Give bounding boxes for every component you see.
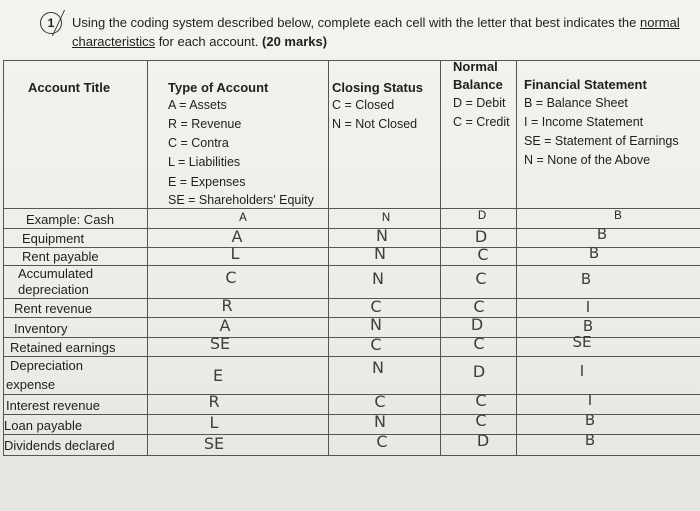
answer-type: R <box>221 296 233 315</box>
legend-balance: D = Debit <box>453 96 506 110</box>
answer-statement: B <box>596 225 608 243</box>
answer-balance: C <box>475 411 487 430</box>
answer-type: R <box>208 392 220 411</box>
answer-statement: B <box>584 411 596 429</box>
answer-balance: C <box>475 391 487 410</box>
answer-closing: N <box>376 226 388 245</box>
legend-statement: I = Income Statement <box>524 115 644 129</box>
table-row-divider <box>3 208 700 209</box>
account-label: Interest revenue <box>6 398 100 413</box>
example-closing: N <box>381 212 391 224</box>
answer-closing: C <box>370 335 382 354</box>
answer-balance: D <box>474 227 488 246</box>
legend-type: A = Assets <box>168 98 227 112</box>
header-financial-statement: Financial Statement <box>524 77 647 92</box>
account-label: depreciation <box>18 282 89 297</box>
answer-closing: N <box>372 358 384 377</box>
answer-closing: N <box>374 244 386 263</box>
table-row-divider <box>3 455 700 456</box>
legend-closing: C = Closed <box>332 98 395 112</box>
answer-statement: I <box>579 362 585 380</box>
header-closing-status: Closing Status <box>332 80 424 95</box>
example-statement: B <box>614 210 622 222</box>
legend-balance: C = Credit <box>453 115 510 129</box>
answer-type: SE <box>203 434 225 453</box>
answer-statement: B <box>584 431 596 449</box>
account-label: Rent revenue <box>14 301 93 316</box>
answer-closing: C <box>374 392 386 411</box>
answer-statement: B <box>588 244 600 262</box>
example-balance: D <box>477 210 487 222</box>
legend-type: L = Liabilities <box>168 155 241 169</box>
account-label: Loan payable <box>4 418 83 433</box>
answer-closing: N <box>374 412 386 431</box>
legend-statement: N = None of the Above <box>524 153 651 167</box>
question-number: 1 <box>40 12 62 34</box>
example-label: Example: Cash <box>26 212 115 227</box>
answer-statement: I <box>587 391 593 409</box>
answer-type: L <box>209 413 219 432</box>
legend-statement: SE = Statement of Earnings <box>524 134 679 148</box>
account-label: expense <box>6 377 56 392</box>
answer-balance: C <box>475 269 487 288</box>
table-row-divider <box>3 265 700 266</box>
answer-statement: B <box>580 270 592 288</box>
account-label: Inventory <box>14 321 68 336</box>
answer-type: A <box>231 227 243 246</box>
legend-statement: B = Balance Sheet <box>524 96 628 110</box>
legend-type: R = Revenue <box>168 117 242 131</box>
answer-type: C <box>225 268 237 287</box>
answer-statement: SE <box>572 333 592 351</box>
table-row-divider <box>3 356 700 357</box>
answer-type: E <box>212 366 224 385</box>
answer-balance: D <box>472 362 486 381</box>
answer-type: L <box>230 244 240 263</box>
table-col-divider <box>516 60 517 455</box>
account-label: Rent payable <box>22 249 99 264</box>
account-label: Accumulated <box>18 266 94 281</box>
header-normal: Normal <box>453 59 498 74</box>
header-account-title: Account Title <box>28 80 111 95</box>
account-label: Retained earnings <box>10 340 116 355</box>
table-col-divider <box>328 60 329 455</box>
table-col-divider <box>440 60 441 455</box>
answer-balance: D <box>470 315 484 334</box>
answer-type: SE <box>209 334 231 353</box>
legend-type: SE = Shareholders' Equity <box>168 193 314 207</box>
answer-closing: C <box>376 432 388 451</box>
account-label: Depreciation <box>10 358 83 373</box>
answer-statement: B <box>582 317 594 335</box>
answer-closing: N <box>370 315 382 334</box>
answer-closing: C <box>370 297 382 316</box>
answer-balance: C <box>473 334 485 353</box>
legend-type: C = Contra <box>168 136 229 150</box>
account-label: Equipment <box>22 231 85 246</box>
answer-statement: I <box>585 298 591 316</box>
answer-balance: C <box>477 245 489 264</box>
header-balance: Balance <box>453 77 503 92</box>
legend-closing: N = Not Closed <box>332 117 418 131</box>
header-type-of-account: Type of Account <box>168 80 269 95</box>
question-text: Using the coding system described below, complete each cell with the letter that best indicates the normal characteristics for each account. (20 marks) <box>72 15 680 49</box>
legend-type: E = Expenses <box>168 175 246 189</box>
example-type: A <box>239 212 247 224</box>
answer-balance: C <box>473 297 485 316</box>
answer-type: A <box>219 316 231 335</box>
answer-balance: D <box>476 431 490 450</box>
answer-closing: N <box>372 269 384 288</box>
table-col-divider <box>147 60 148 455</box>
account-label: Dividends declared <box>4 438 115 453</box>
